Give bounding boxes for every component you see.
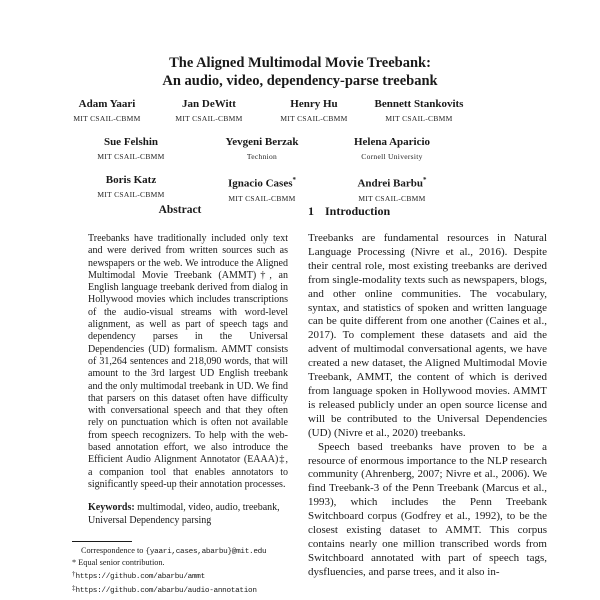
author-name: Ignacio Cases* bbox=[228, 176, 296, 190]
author-andrei-barbu bbox=[357, 174, 426, 203]
section-number: 1 bbox=[308, 204, 314, 218]
author-helena-aparicio bbox=[354, 136, 430, 161]
author-name: Henry Hu bbox=[290, 98, 338, 110]
intro-paragraph-1: Treebanks are fundamental resources in Natural Language Processing (Nivre et al., 2016). Despite their central role, most existing treebanks are derived from single-modality texts such as newspapers, blogs, and other online communities. The vocabulary, syntax, and statistics of spoken and written language can be quite different from one another (Caines et al., 2017). To complement these datasets and aid the advent of multimodal conversational agents, we have created a new dataset, the Aligned Multimodal Movie Treebank, AMMT, the content of which is derived from language spoken in Hollywood movies. AMMT is released publicly under an open source license and will be contributed to the Universal Dependencies (UD) (Nivre et al., 2020) treebanks. bbox=[308, 232, 547, 439]
intro-paragraph-2: Speech based treebanks have proven to be a resource of enormous importance to the NLP research community (Ahrenberg, 2007; Nivre et al., 2006). We find Treebank-3 of the Penn Treebank (Marcus et al., 1993), which includes the Penn Treebank Switchboard corpus (Godfrey et al., 1992), to be the closest existing dataset to AMMT. This corpus contains nearly one million transcribed words from Switchboard annotated with part of speech tags, dysfluencies, and parse trees, and it also in- bbox=[308, 440, 547, 578]
author-ignacio-cases bbox=[228, 174, 296, 203]
author-affiliation: Technion bbox=[246, 152, 278, 161]
author-affiliation: MIT CSAIL-CBMM bbox=[73, 114, 141, 123]
right-column bbox=[308, 204, 547, 592]
keywords-line bbox=[88, 502, 288, 527]
author-name: Boris Katz bbox=[105, 174, 157, 186]
dagger-symbol: † bbox=[72, 569, 76, 578]
author-affiliation: Cornell University bbox=[361, 152, 423, 161]
author-affiliation: MIT CSAIL-CBMM bbox=[97, 190, 165, 199]
author-boris-katz bbox=[97, 174, 164, 199]
correspondence-email-link[interactable]: {yaari,cases,abarbu}@mit.edu bbox=[145, 548, 267, 556]
author-name: Andrei Barbu* bbox=[357, 176, 427, 190]
author-name: Jan DeWitt bbox=[182, 98, 236, 110]
ammt-repo-url-link[interactable]: https://github.com/abarbu/ammt bbox=[75, 572, 205, 581]
footnote-equal-contribution: * Equal senior contribution. bbox=[72, 557, 165, 567]
author-affiliation: MIT CSAIL-CBMM bbox=[175, 114, 243, 123]
paper-title-line2: An audio, video, dependency-parse treebank bbox=[162, 72, 438, 89]
equal-contribution-marker: * bbox=[423, 176, 427, 184]
double-dagger-symbol: ‡ bbox=[72, 583, 76, 592]
author-affiliation: MIT CSAIL-CBMM bbox=[385, 114, 453, 123]
author-bennett-stankovits bbox=[375, 98, 464, 123]
paper-title-line1: The Aligned Multimodal Movie Treebank: bbox=[169, 55, 431, 71]
author-name: Sue Felshin bbox=[103, 136, 159, 148]
footnote-correspondence: Correspondence to {yaari,cases,abarbu}@mit.edu bbox=[81, 546, 267, 556]
author-name: Bennett Stankovits bbox=[374, 98, 464, 110]
equal-contribution-marker: * bbox=[292, 176, 296, 184]
author-name: Adam Yaari bbox=[78, 98, 136, 110]
author-sue-felshin bbox=[97, 136, 164, 161]
author-adam-yaari bbox=[73, 98, 140, 123]
paper-title bbox=[0, 55, 600, 90]
section-title: Introduction bbox=[325, 204, 391, 218]
author-affiliation: MIT CSAIL-CBMM bbox=[97, 152, 165, 161]
abstract-text: Treebanks have traditionally included only text and were derived from written sources such as newspapers or the web. We introduce the Aligned Multimodal Movie Treebank (AMMT)†, an English language treebank derived from dialog in Hollywood movies which includes transcriptions of the audio-visual streams with word-level alignment, as well as part of speech tags and dependency parses in the Universal Dependencies (UD) formalism. AMMT consists of 31,264 sentences and 218,090 words, that will amount to the 3rd largest UD English treebank and the only multimodal treebank in UD. We find that parsers on this dataset often have difficulty with conversational speech and that they often rely on punctuation which is often not available from speech recognizers. To help with the web-based annotation effort, we also introduce the Efficient Audio Alignment Annotator (EAAA)‡, a companion tool that enables annotators to significantly speed-up their annotation processes. bbox=[88, 233, 288, 490]
author-affiliation: MIT CSAIL-CBMM bbox=[358, 193, 426, 203]
abstract-heading: Abstract bbox=[158, 204, 202, 216]
author-affiliation: MIT CSAIL-CBMM bbox=[280, 114, 348, 123]
footnote-audio-annotation-repo bbox=[72, 583, 290, 597]
footnote-block bbox=[72, 541, 290, 597]
footnote-rule bbox=[72, 541, 132, 542]
keywords-label: Keywords: bbox=[88, 502, 135, 514]
author-name: Helena Aparicio bbox=[353, 136, 431, 148]
author-henry-hu bbox=[280, 98, 347, 123]
author-name: Yevgeni Berzak bbox=[225, 136, 299, 148]
footnote-ammt-repo bbox=[72, 569, 290, 583]
keywords-text: multimodal, video, audio, treebank, Universal Dependency parsing bbox=[88, 502, 280, 526]
author-affiliation: MIT CSAIL-CBMM bbox=[228, 193, 296, 203]
author-yevgeni-berzak bbox=[225, 136, 298, 161]
audio-annotation-url-link[interactable]: https://github.com/abarbu/audio-annotation bbox=[75, 586, 257, 595]
section-heading-introduction bbox=[308, 204, 547, 218]
author-jan-dewitt bbox=[175, 98, 242, 123]
left-column bbox=[72, 204, 288, 527]
